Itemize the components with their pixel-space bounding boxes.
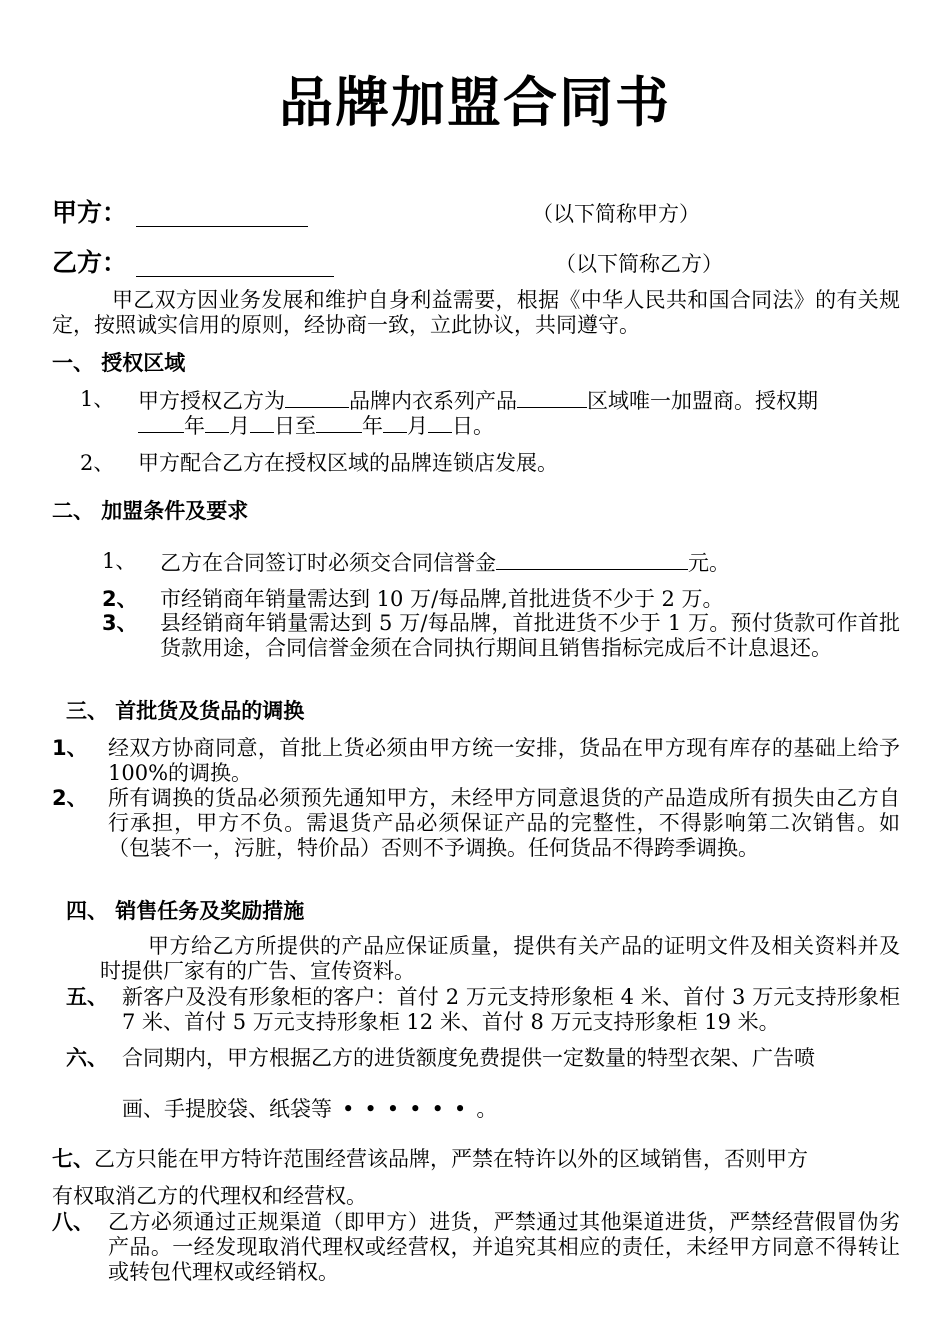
s1-item1-text-c: 区域唯一加盟商。授权期 xyxy=(587,389,818,413)
s2-item1-number: 1、 xyxy=(102,549,137,573)
s1-item1-text-a: 甲方授权乙方为 xyxy=(138,389,285,413)
s2-item2-text: 市经销商年销量需达到 10 万/每品牌,首批进货不少于 2 万。 xyxy=(160,587,724,611)
party-b-blank xyxy=(136,254,334,277)
s1-item1-line2 xyxy=(138,412,494,439)
party-b-note: （以下简称乙方） xyxy=(555,252,723,276)
s3-item2-number: 2、 xyxy=(52,786,88,810)
section-3-heading: 三、 首批货及货品的调换 xyxy=(66,699,305,723)
blank-region xyxy=(517,387,587,408)
s2-item3-number: 3、 xyxy=(102,611,138,635)
s1-item2-text: 甲方配合乙方在授权区域的品牌连锁店发展。 xyxy=(138,451,558,475)
day-to-label: 日至 xyxy=(274,414,316,438)
blank-start-day xyxy=(250,412,274,433)
s6-number: 六、 xyxy=(66,1046,108,1070)
s7-line1-text: 乙方只能在甲方特许范围经营该品牌，严禁在特许以外的区域销售，否则甲方 xyxy=(94,1147,808,1171)
s6-ellipsis: •••••• xyxy=(342,1097,477,1121)
section-2-heading: 二、 加盟条件及要求 xyxy=(52,499,249,523)
month-label: 月 xyxy=(229,414,250,438)
blank-start-month xyxy=(205,412,229,433)
s1-item2-number: 2、 xyxy=(80,451,115,475)
s8-number: 八、 xyxy=(52,1210,94,1234)
blank-end-month xyxy=(383,412,407,433)
section-1-heading: 一、 授权区域 xyxy=(52,351,186,375)
s3-item1-number: 1、 xyxy=(52,736,88,760)
year-label: 年 xyxy=(184,414,205,438)
party-b-label: 乙方： xyxy=(52,248,128,277)
blank-end-year xyxy=(316,412,362,433)
section-4-heading: 四、 销售任务及奖励措施 xyxy=(66,899,305,923)
blank-deposit xyxy=(496,549,688,570)
s1-item1-text-b: 品牌内衣系列产品 xyxy=(349,389,517,413)
s6-line2 xyxy=(122,1097,497,1122)
s4-text: 甲方给乙方所提供的产品应保证质量，提供有关产品的证明文件及相关资料并及时提供厂家有的广告、宣传资料。 xyxy=(100,934,900,983)
s3-item2-text: 所有调换的货品必须预先通知甲方，未经甲方同意退货的产品造成所有损失由乙方自行承担，甲方不负。需退货产品必须保证产品的完整性，不得影响第二次销售。如（包装不一，污脏，特价品）否则不予调换。任何货品不得跨季调换。 xyxy=(108,786,900,860)
s8-text: 乙方必须通过正规渠道（即甲方）进货，严禁通过其他渠道进货，严禁经营假冒伪劣产品。一经发现取消代理权或经营权，并追究其相应的责任，未经甲方同意不得转让或转包代理权或经销权。 xyxy=(108,1210,900,1284)
s2-item2-number: 2、 xyxy=(102,587,138,611)
s1-item1-line1 xyxy=(138,387,900,414)
s6-end: 。 xyxy=(476,1097,498,1121)
s2-item1-text: 乙方在合同签订时必须交合同信誉金 xyxy=(160,551,496,575)
s1-item1-number: 1、 xyxy=(80,387,115,411)
party-a-label: 甲方： xyxy=(52,198,128,227)
s5-number: 五、 xyxy=(66,985,108,1009)
s2-item1-unit: 元。 xyxy=(688,551,730,575)
party-a-note: （以下简称甲方） xyxy=(532,202,700,226)
intro-paragraph: 甲乙双方因业务发展和维护自身利益需要，根据《中华人民共和国合同法》的有关规定，按照诚实信用的原则，经协商一致，立此协议，共同遵守。 xyxy=(52,288,900,337)
s6-line2-text: 画、手提胶袋、纸袋等 xyxy=(122,1097,332,1121)
blank-end-day xyxy=(428,412,452,433)
s7-number: 七、 xyxy=(52,1147,94,1171)
s2-item1-line xyxy=(160,549,730,576)
blank-brand xyxy=(285,387,349,408)
s6-line1: 合同期内，甲方根据乙方的进货额度免费提供一定数量的特型衣架、广告喷 xyxy=(122,1046,815,1070)
party-a-blank xyxy=(136,204,308,227)
s7-line2: 有权取消乙方的代理权和经营权。 xyxy=(52,1184,367,1208)
blank-start-year xyxy=(138,412,184,433)
year-label-2: 年 xyxy=(362,414,383,438)
month-label-2: 月 xyxy=(407,414,428,438)
s5-text: 新客户及没有形象柜的客户：首付 2 万元支持形象柜 4 米、首付 3 万元支持形象柜 7 米、首付 5 万元支持形象柜 12 米、首付 8 万元支持形象柜 19 米。 xyxy=(122,985,900,1034)
s2-item3-text: 县经销商年销量需达到 5 万/每品牌，首批进货不少于 1 万。预付货款可作首批货款用途，合同信誉金须在合同执行期间且销售指标完成后不计息退还。 xyxy=(160,611,900,660)
document-title: 品牌加盟合同书 xyxy=(279,71,671,134)
s7-line1 xyxy=(52,1147,808,1172)
day-label-2: 日。 xyxy=(452,414,494,438)
s3-item1-text: 经双方协商同意，首批上货必须由甲方统一安排，货品在甲方现有库存的基础上给予 100%的调换。 xyxy=(108,736,900,785)
